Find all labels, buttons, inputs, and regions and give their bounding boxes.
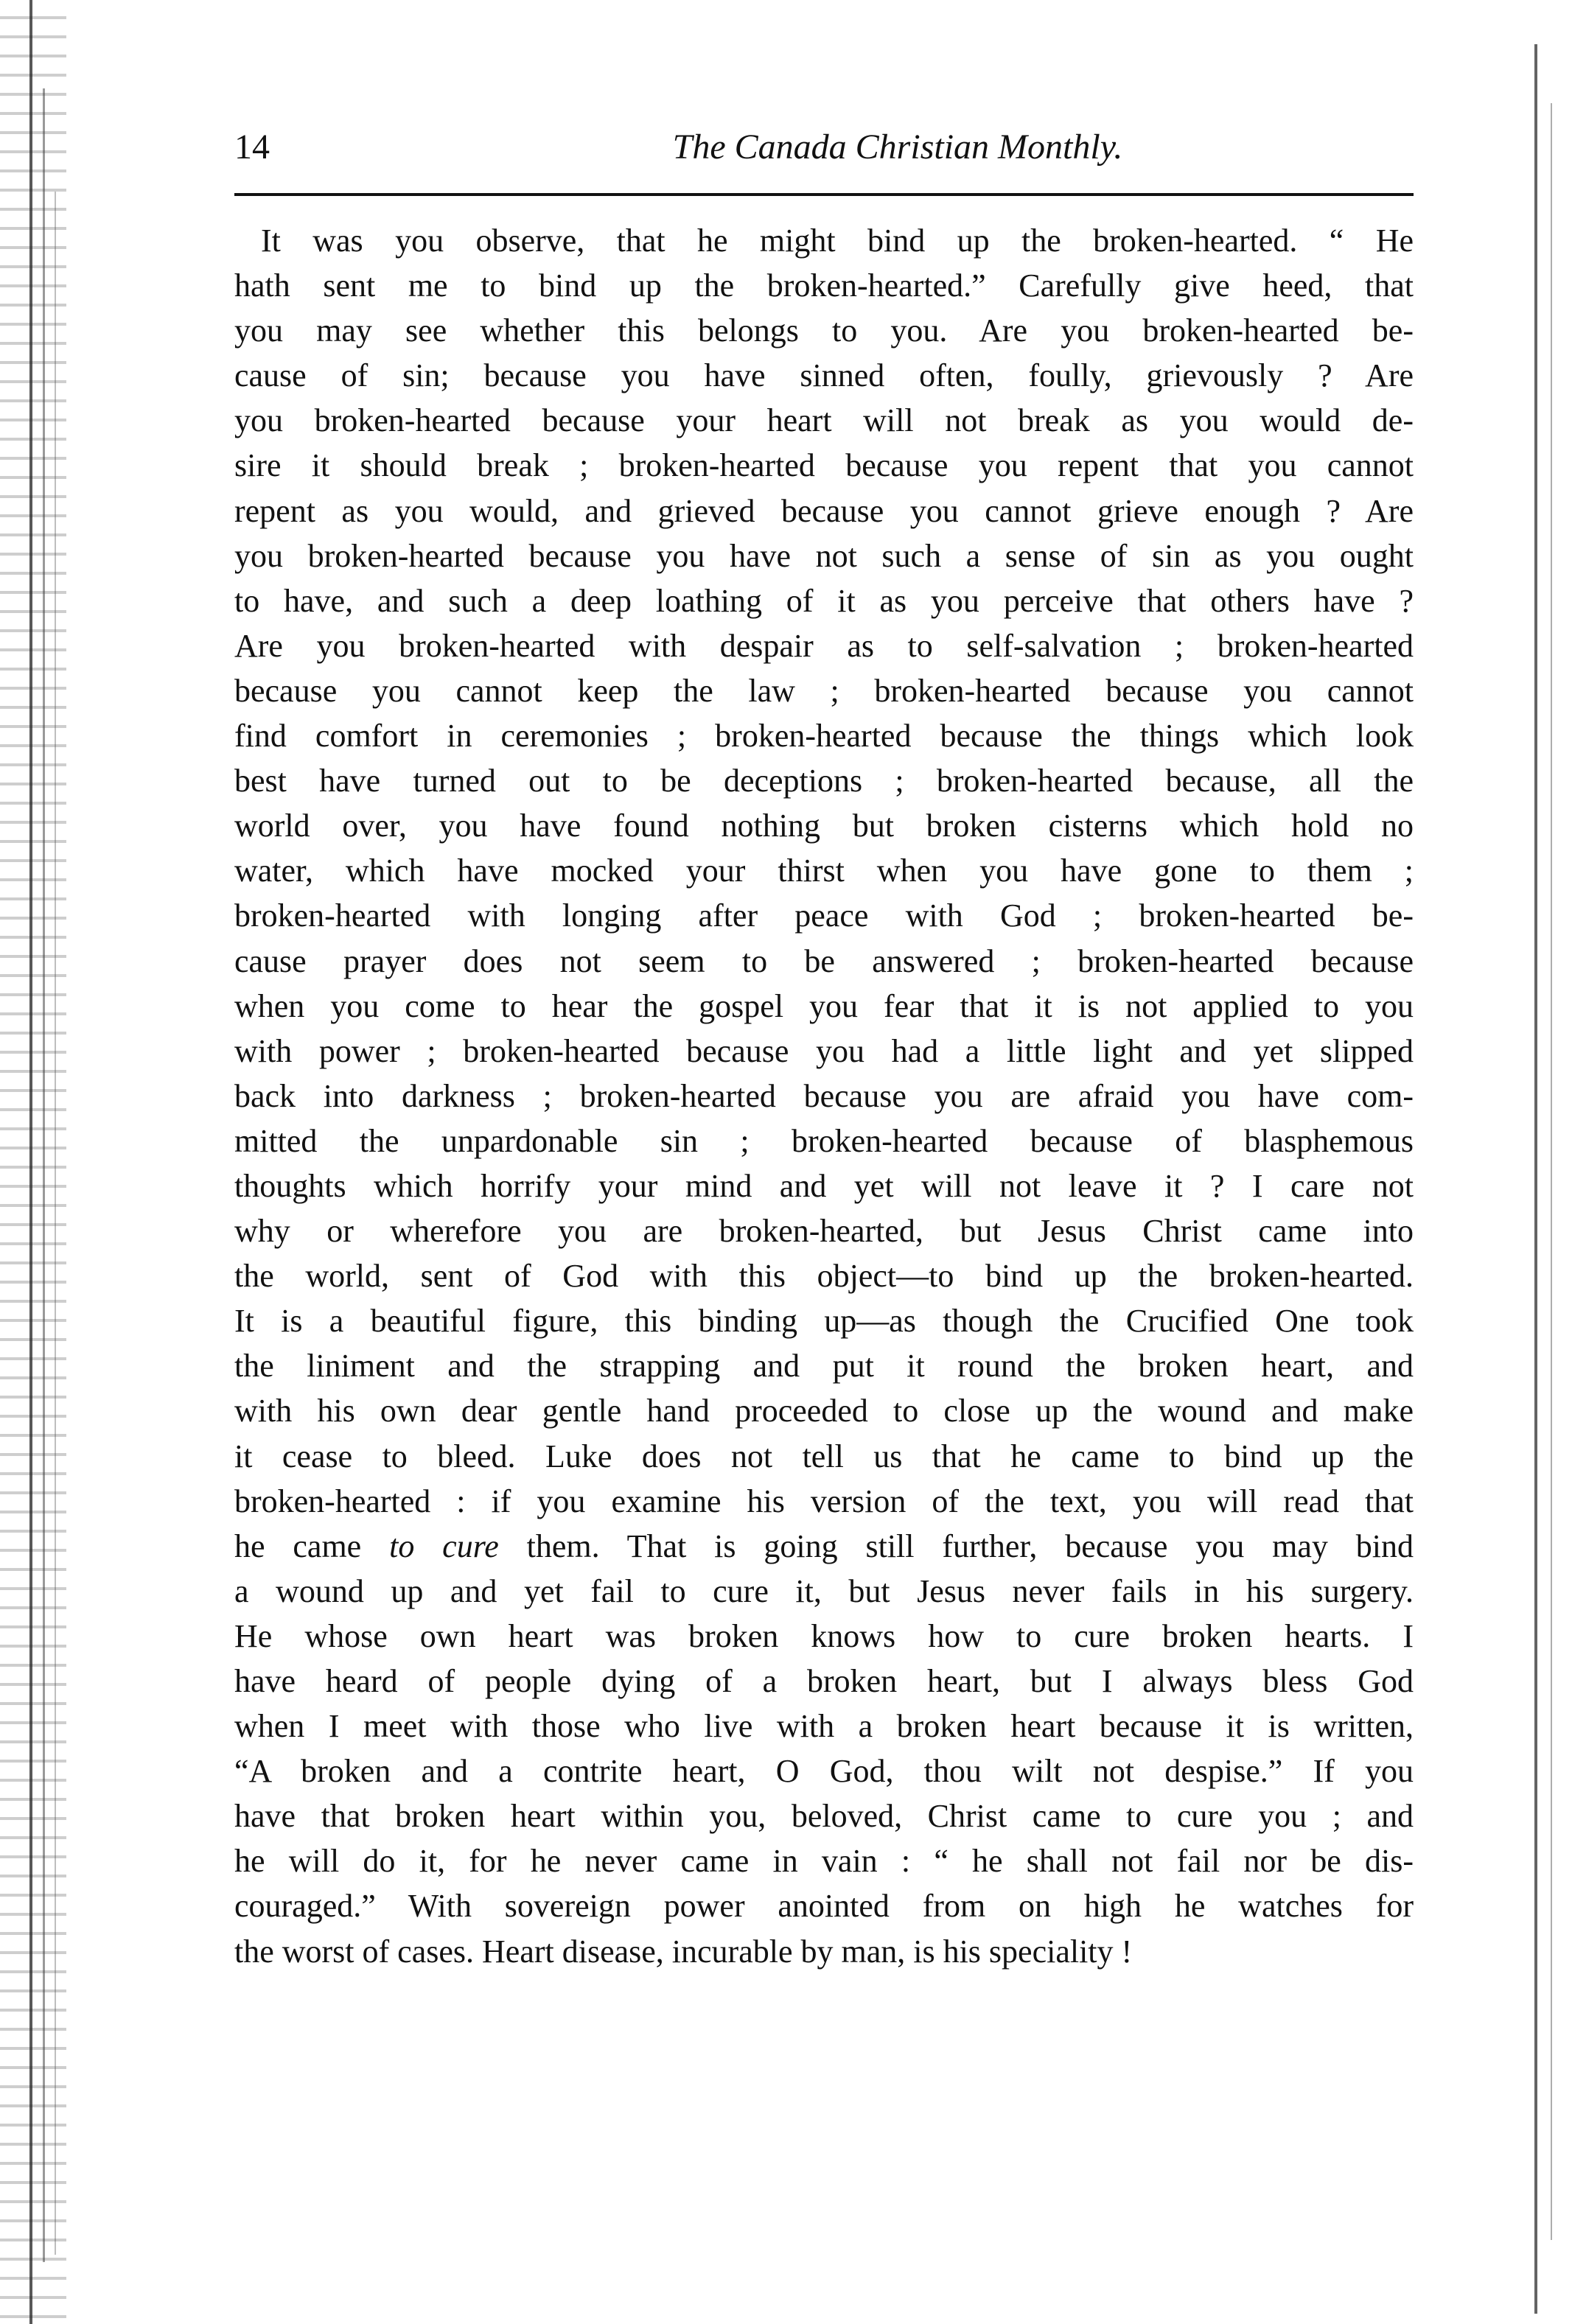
text-line: why or wherefore you are broken-hearted, but Jesus Christ came into [234,1213,1414,1250]
text-line: find comfort in ceremonies ; broken-hearted because the things which look [234,718,1414,755]
text-line: He whose own heart was broken knows how to cure broken hearts. I [234,1617,1414,1654]
text-line: mitted the unpardonable sin ; broken-hearted because of blasphemous [234,1122,1414,1159]
binding-edge-line [29,0,32,2324]
text-line: with his own dear gentle hand proceeded to close up the wound and make [234,1393,1414,1429]
binding-edge-shadow [0,0,66,2324]
text-line: the world, sent of God with this object—to bind up the broken-hearted. [234,1258,1414,1295]
text-line: broken-hearted : if you examine his version of the text, you will read that [234,1483,1414,1519]
text-line: broken-hearted with longing after peace with God ; broken-hearted be- [234,897,1414,934]
text-line: thoughts which horrify your mind and yet will not leave it ? I care not [234,1167,1414,1204]
text-line: because you cannot keep the law ; broken-hearted because you cannot [234,672,1414,709]
text-line: Are you broken-hearted with despair as to self-salvation ; broken-hearted [234,627,1414,664]
text-line: a wound up and yet fail to cure it, but Jesus never fails in his surgery. [234,1572,1414,1609]
emphasis-text: to cure [389,1527,499,1564]
page-edge-line [1551,103,1552,2240]
page-number: 14 [234,127,270,167]
text-line: the worst of cases. Heart disease, incurable by man, is his speciality ! [234,1933,1133,1970]
page-edge-line [1534,44,1537,2314]
text-line: It was you observe, that he might bind up the broken-hearted. “ He [261,223,1414,259]
text-line: repent as you would, and grieved because you cannot grieve enough ? Are [234,492,1414,529]
header-rule [234,193,1414,196]
text-line: “A broken and a contrite heart, O God, thou wilt not despise.” If you [234,1753,1414,1790]
text-line: with power ; broken-hearted because you had a little light and yet slipped [234,1032,1414,1069]
text-line: he will do it, for he never came in vain : “ he shall not fail nor be dis- [234,1843,1414,1880]
text-line: to have, and such a deep loathing of it as you perceive that others have ? [234,582,1414,619]
text-line: world over, you have found nothing but broken cisterns which hold no [234,808,1414,844]
text-line: he came to cure them. That is going still further, because you may bind [234,1527,1414,1564]
journal-title: The Canada Christian Monthly. [672,127,1123,167]
text-line: it cease to bleed. Luke does not tell us that he came to bind up the [234,1438,1414,1474]
text-line: sire it should break ; broken-hearted because you repent that you cannot [234,447,1414,484]
text-line: best have turned out to be deceptions ; broken-hearted because, all the [234,763,1414,799]
text-line: hath sent me to bind up the broken-hearted.” Carefully give heed, that [234,267,1414,304]
binding-edge-line [43,88,45,2262]
text-line: have heard of people dying of a broken heart, but I always bless God [234,1663,1414,1699]
text-line: back into darkness ; broken-hearted because you are afraid you have com- [234,1077,1414,1114]
text-line: you may see whether this belongs to you. Are you broken-hearted be- [234,312,1414,349]
text-line: It is a beautiful figure, this binding up—as though the Crucified One took [234,1303,1414,1340]
text-line: water, which have mocked your thirst when you have gone to them ; [234,853,1414,889]
text-line: the liniment and the strapping and put it round the broken heart, and [234,1348,1414,1385]
text-line: couraged.” With sovereign power anointed from on high he watches for [234,1888,1414,1925]
running-head [234,118,1414,177]
text-line: cause prayer does not seem to be answered ; broken-hearted because [234,942,1414,979]
text-line: have that broken heart within you, beloved, Christ came to cure you ; and [234,1798,1414,1835]
binding-edge-line [55,192,56,2255]
text-line: you broken-hearted because your heart will not break as you would de- [234,402,1414,439]
text-line: cause of sin; because you have sinned often, foully, grievously ? Are [234,357,1414,394]
text-line: when I meet with those who live with a broken heart because it is written, [234,1708,1414,1745]
article-body [234,218,1414,1974]
text-line: when you come to hear the gospel you fear that it is not applied to you [234,987,1414,1024]
text-line: you broken-hearted because you have not such a sense of sin as you ought [234,537,1414,574]
